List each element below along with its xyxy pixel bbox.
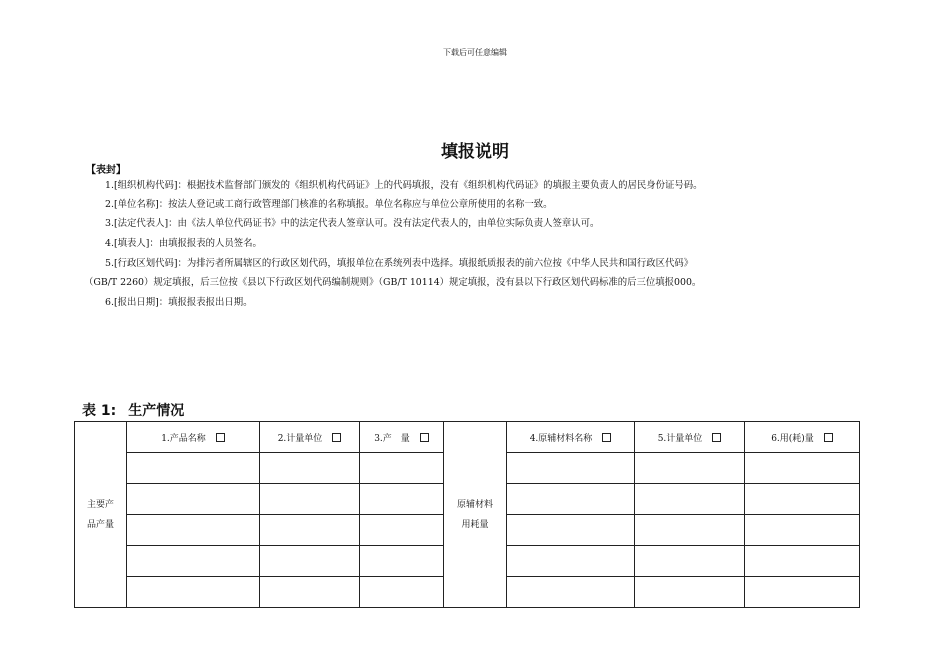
material-name-checkbox[interactable] bbox=[602, 433, 611, 442]
header-unit-2 bbox=[635, 422, 745, 453]
header-unit-1-label: 2.计量单位 bbox=[277, 433, 323, 444]
table-cell[interactable] bbox=[507, 484, 635, 515]
table-cell[interactable] bbox=[635, 453, 745, 484]
table-cell[interactable] bbox=[260, 453, 360, 484]
instruction-line-2: 2.[单位名称]：按法人登记或工商行政管理部门核准的名称填报。单位名称应与单位公章所使用的名称一致。 bbox=[105, 199, 553, 210]
instruction-line-5-cont: （GB/T 2260）规定填报，后三位按《县以下行政区划代码编制规则》（GB/T 10114）规定填报，没有县以下行政区划代码标准的后三位填报000。 bbox=[84, 277, 702, 288]
output-checkbox[interactable] bbox=[420, 433, 429, 442]
main-product-output-label bbox=[75, 422, 127, 608]
table-cell[interactable] bbox=[745, 546, 860, 577]
header-product-name bbox=[127, 422, 260, 453]
table-caption-title: 生产情况 bbox=[128, 403, 185, 419]
header-unit-1 bbox=[260, 422, 360, 453]
table-cell[interactable] bbox=[360, 453, 444, 484]
header-note: 下载后可任意编辑 bbox=[443, 48, 507, 57]
header-material-name bbox=[507, 422, 635, 453]
header-material-name-label: 4.原辅材料名称 bbox=[529, 433, 593, 444]
instruction-line-3: 3.[法定代表人]：由《法人单位代码证书》中的法定代表人签章认可。没有法定代表人的，由单位实际负责人签章认可。 bbox=[105, 218, 600, 229]
unit-2-checkbox[interactable] bbox=[712, 433, 721, 442]
table-caption bbox=[82, 400, 184, 420]
header-product-name-label: 1.产品名称 bbox=[161, 433, 206, 444]
table-cell[interactable] bbox=[635, 515, 745, 546]
table-cell[interactable] bbox=[745, 577, 860, 608]
material-label-line2: 用耗量 bbox=[461, 519, 489, 530]
table-cell[interactable] bbox=[260, 577, 360, 608]
table-cell[interactable] bbox=[127, 453, 260, 484]
unit-1-checkbox[interactable] bbox=[332, 433, 341, 442]
table-cell[interactable] bbox=[635, 546, 745, 577]
table-cell[interactable] bbox=[635, 484, 745, 515]
page-title: 填报说明 bbox=[441, 142, 509, 162]
table-cell[interactable] bbox=[260, 515, 360, 546]
table-cell[interactable] bbox=[635, 577, 745, 608]
table-cell[interactable] bbox=[127, 484, 260, 515]
production-table bbox=[74, 421, 860, 608]
product-name-checkbox[interactable] bbox=[216, 433, 225, 442]
table-cell[interactable] bbox=[127, 515, 260, 546]
table-cell[interactable] bbox=[360, 515, 444, 546]
consumption-checkbox[interactable] bbox=[824, 433, 833, 442]
instruction-line-6: 6.[报出日期]：填报报表报出日期。 bbox=[105, 297, 253, 308]
table-cell[interactable] bbox=[260, 484, 360, 515]
table-cell[interactable] bbox=[507, 577, 635, 608]
cover-section-heading: 【表封】 bbox=[86, 165, 126, 176]
header-output-label: 3.产 量 bbox=[374, 433, 410, 444]
table-cell[interactable] bbox=[127, 546, 260, 577]
table-cell[interactable] bbox=[745, 515, 860, 546]
table-cell[interactable] bbox=[507, 453, 635, 484]
table-cell[interactable] bbox=[507, 515, 635, 546]
header-output bbox=[360, 422, 444, 453]
instruction-line-1: 1.[组织机构代码]：根据技术监督部门颁发的《组织机构代码证》上的代码填报，没有《组织机构代码证》的填报主要负责人的居民身份证号码。 bbox=[105, 180, 703, 191]
table-cell[interactable] bbox=[260, 546, 360, 577]
main-product-label-line2: 品产量 bbox=[86, 519, 114, 530]
header-unit-2-label: 5.计量单位 bbox=[657, 433, 703, 444]
instruction-line-4: 4.[填表人]：由填报报表的人员签名。 bbox=[105, 238, 262, 249]
table-cell[interactable] bbox=[360, 577, 444, 608]
main-product-label-line1: 主要产 bbox=[86, 499, 114, 510]
header-consumption-label: 6.用(耗)量 bbox=[771, 433, 814, 444]
table-caption-number: 表 1: bbox=[82, 403, 117, 419]
header-consumption bbox=[745, 422, 860, 453]
table-header-row bbox=[75, 422, 860, 453]
table-cell[interactable] bbox=[360, 484, 444, 515]
table-cell[interactable] bbox=[360, 546, 444, 577]
material-consumption-label bbox=[444, 422, 507, 608]
instruction-line-5: 5.[行政区划代码]：为排污者所属辖区的行政区划代码，填报单位在系统列表中选择。填报纸质报表的前六位按《中华人民共和国行政区代码》 bbox=[105, 258, 694, 269]
table-cell[interactable] bbox=[745, 484, 860, 515]
table-cell[interactable] bbox=[127, 577, 260, 608]
table-cell[interactable] bbox=[507, 546, 635, 577]
material-label-line1: 原辅材料 bbox=[456, 499, 493, 510]
table-cell[interactable] bbox=[745, 453, 860, 484]
